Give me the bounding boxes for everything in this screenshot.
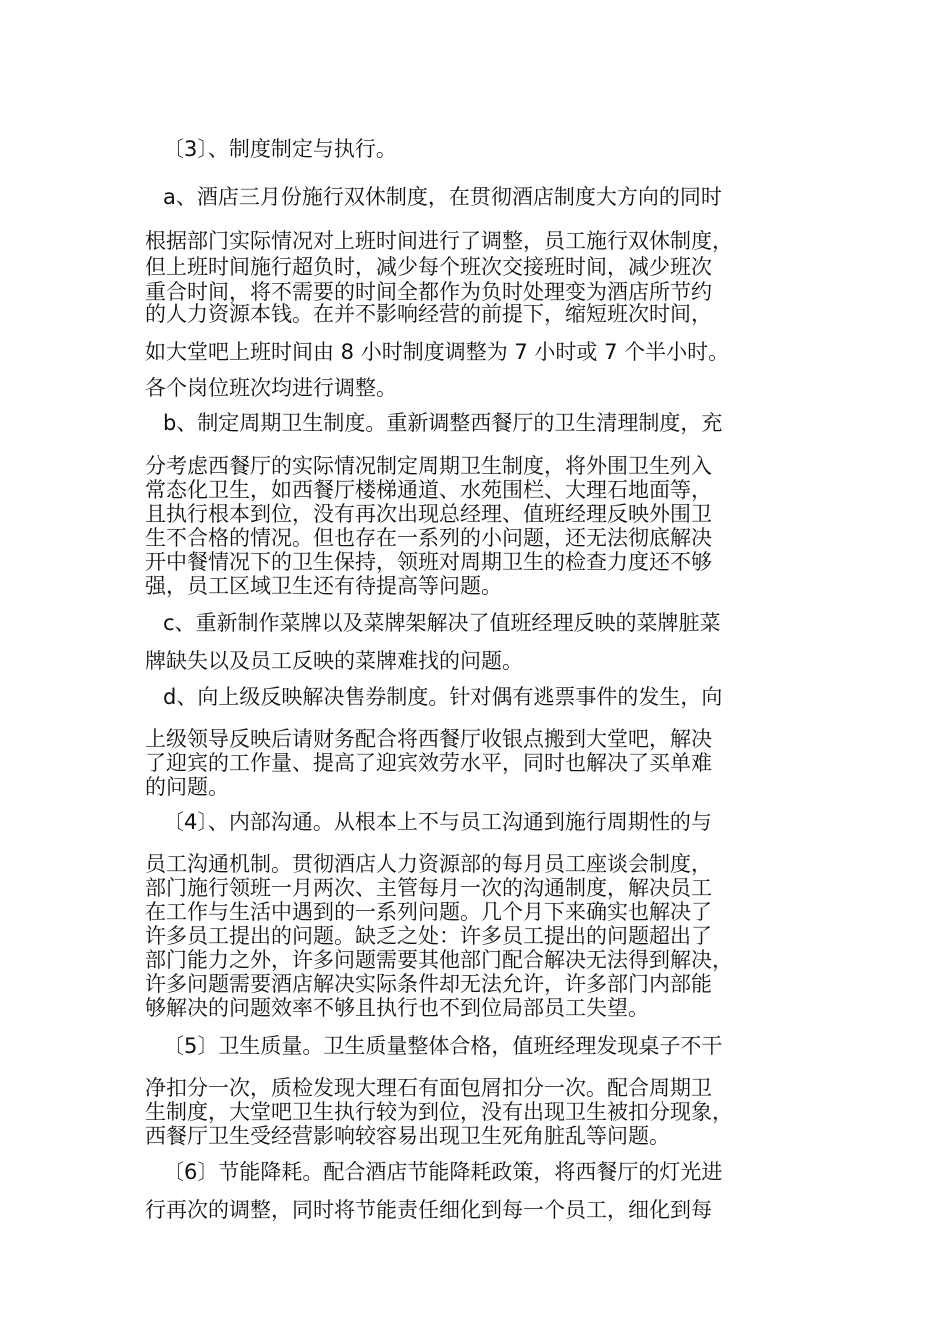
text-line: 了迎宾的工作量、提高了迎宾效劳水平，同时也解决了买单难 xyxy=(145,751,712,775)
text-line: 在工作与生活中遇到的一系列问题。几个月下来确实也解决了 xyxy=(145,900,712,924)
text-line: 生制度，大堂吧卫生执行较为到位，没有出现卫生被扣分现象， xyxy=(145,1100,733,1124)
section-3-heading: 〔3〕、制度制定与执行。 xyxy=(163,137,397,161)
text-line: 的问题。 xyxy=(145,775,229,799)
item-c-line-1: c、重新制作菜牌以及菜牌架解决了值班经理反映的菜牌脏菜 xyxy=(163,611,721,635)
text-line: 且执行根本到位，没有再次出现总经理、值班经理反映外围卫 xyxy=(145,502,712,526)
text-line: 够解决的问题效率不够且执行也不到位局部员工失望。 xyxy=(145,996,649,1020)
text-line: 但上班时间施行超负时，减少每个班次交接班时间，减少班次 xyxy=(145,255,712,279)
text-line: 强，员工区域卫生还有待提高等问题。 xyxy=(145,574,502,598)
text-line: 部门能力之外，许多问题需要其他部门配合解决无法得到解决， xyxy=(145,948,733,972)
text-line: 员工沟通机制。贯彻酒店人力资源部的每月员工座谈会制度， xyxy=(145,852,712,876)
text-line: 根据部门实际情况对上班时间进行了调整，员工施行双休制度， xyxy=(145,229,733,253)
text-line: 生不合格的情况。但也存在一系列的小问题，还无法彻底解决 xyxy=(145,526,712,550)
section-5-heading: 〔5〕卫生质量。卫生质量整体合格，值班经理发现桌子不干 xyxy=(163,1034,723,1058)
text-line: 部门施行领班一月两次、主管每月一次的沟通制度，解决员工 xyxy=(145,876,712,900)
section-4-heading: 〔4〕、内部沟通。从根本上不与员工沟通到施行周期性的与 xyxy=(163,810,712,834)
text-line: 重合时间，将不需要的时间全都作为负时处理变为酒店所节约 xyxy=(145,280,712,304)
text-line: 净扣分一次，质检发现大理石有面包屑扣分一次。配合周期卫 xyxy=(145,1076,712,1100)
text-line: 西餐厅卫生受经营影响较容易出现卫生死角脏乱等问题。 xyxy=(145,1124,670,1148)
text-line: 许多员工提出的问题。缺乏之处：许多员工提出的问题超出了 xyxy=(145,924,712,948)
section-6-heading: 〔6〕节能降耗。配合酒店节能降耗政策，将西餐厅的灯光进 xyxy=(163,1160,723,1184)
item-a-line-1: a、酒店三月份施行双休制度，在贯彻酒店制度大方向的同时 xyxy=(163,185,722,209)
text-line: 牌缺失以及员工反映的菜牌难找的问题。 xyxy=(145,649,523,673)
text-line: 许多问题需要酒店解决实际条件却无法允许，许多部门内部能 xyxy=(145,972,712,996)
item-b-line-1: b、制定周期卫生制度。重新调整西餐厅的卫生清理制度，充 xyxy=(163,411,723,435)
text-line: 开中餐情况下的卫生保持，领班对周期卫生的检查力度还不够 xyxy=(145,550,712,574)
text-line: 行再次的调整，同时将节能责任细化到每一个员工，细化到每 xyxy=(145,1198,712,1222)
text-line: 分考虑西餐厅的实际情况制定周期卫生制度，将外围卫生列入 xyxy=(145,454,712,478)
text-line: 如大堂吧上班时间由 8 小时制度调整为 7 小时或 7 个半小时。 xyxy=(145,340,730,364)
text-line: 上级领导反映后请财务配合将西餐厅收银点搬到大堂吧，解决 xyxy=(145,727,712,751)
text-line: 的人力资源本钱。在并不影响经营的前提下，缩短班次时间， xyxy=(145,302,712,326)
item-d-line-1: d、向上级反映解决售券制度。针对偶有逃票事件的发生，向 xyxy=(163,685,723,709)
text-line: 各个岗位班次均进行调整。 xyxy=(145,376,397,400)
text-line: 常态化卫生，如西餐厅楼梯通道、水苑围栏、大理石地面等， xyxy=(145,478,712,502)
